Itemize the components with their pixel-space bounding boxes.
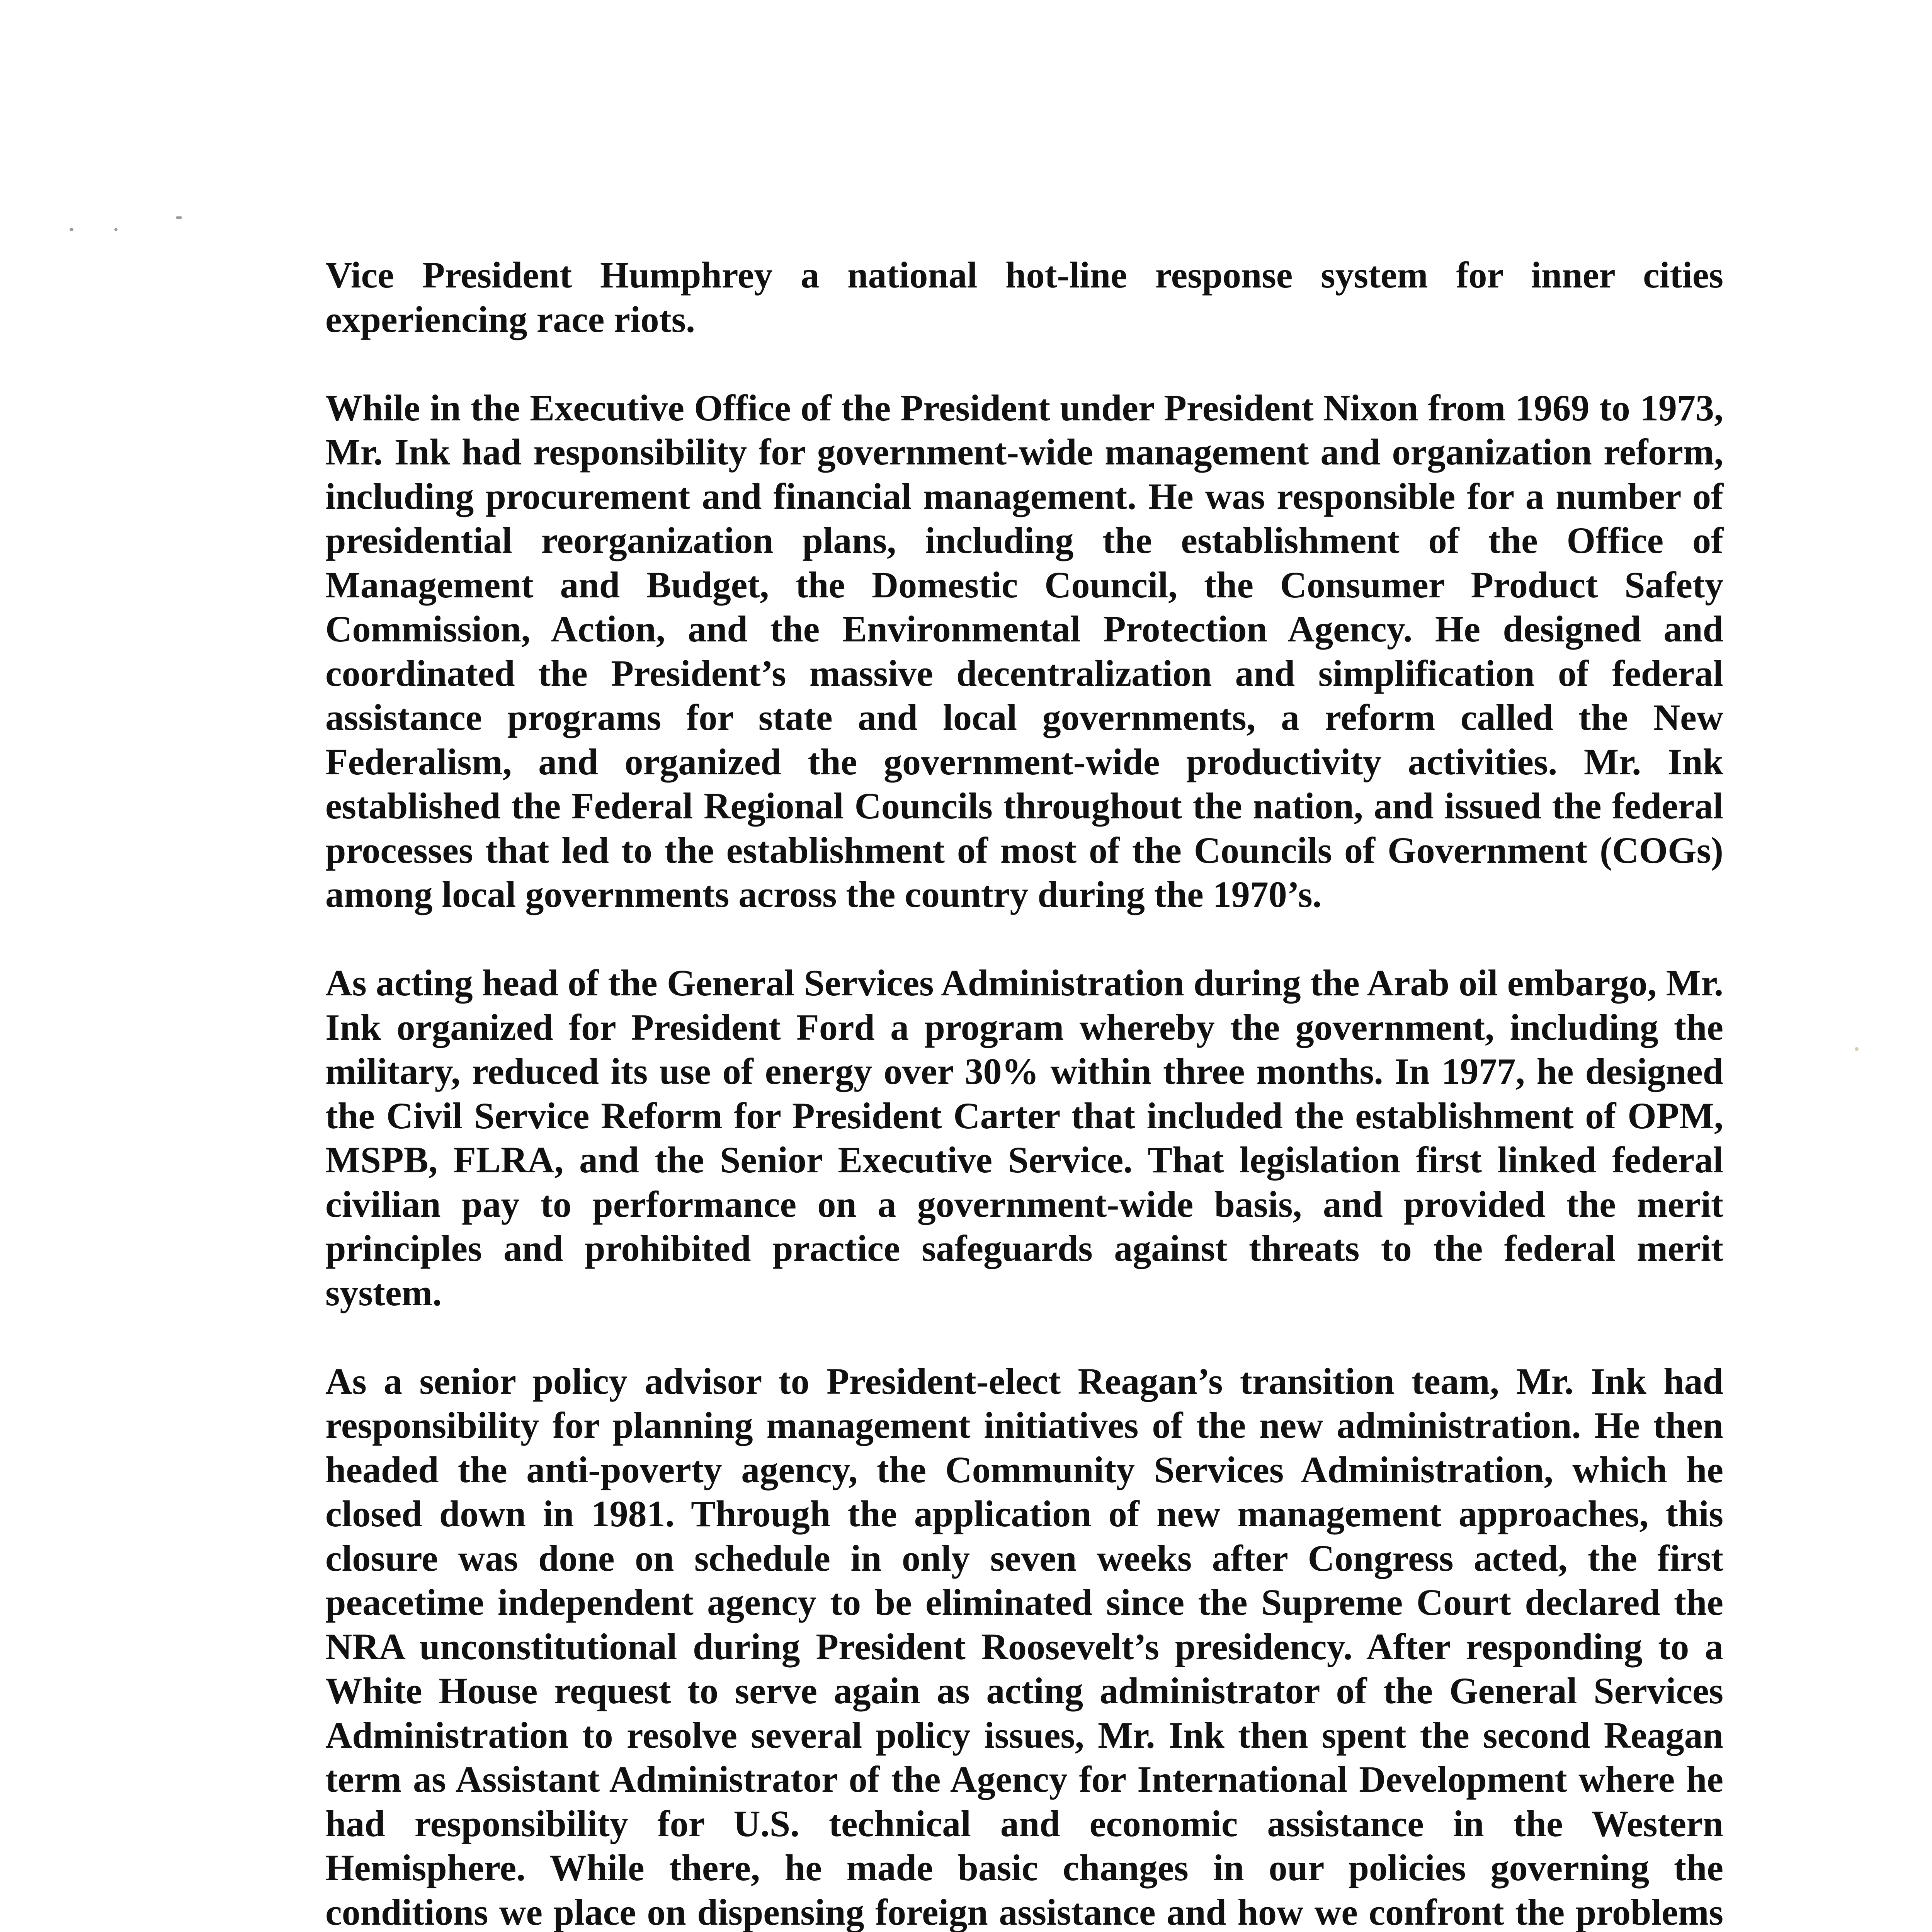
paragraph-reagan-transition: As a senior policy advisor to President-elect Reagan’s transition team, Mr. Ink had responsibility for planning management initiatives of the new administration. He then headed the anti-poverty agency, the Community Services Administration, which he closed down in 1981. Through the application of new management approaches, this closure was done on schedule in only seven weeks after Congress acted, the first peacetime independent agency to be eliminated since the Supreme Court declared the NRA unconstitutional during President Roosevelt’s presidency. After responding to a White House request to serve again as acting administrator of the General Services Administration to resolve several policy issues, Mr. Ink then spent the second Reagan term as Assistant Administrator of the Agency for International Development where he had responsibility for U.S. technical and economic assistance in the Western Hemisphere. While there, he made basic changes in our policies governing the conditions we place on dispensing foreign assistance and how we confront the problems: [325, 1360, 1723, 1932]
scan-speck: [114, 228, 117, 231]
document-body: [325, 253, 1723, 1932]
paragraph-gsa-civil-service-reform: As acting head of the General Services Administration during the Arab oil embargo, Mr. Ink organized for President Ford a program whereby the government, including the military, reduced its use of energy over 30% within three months. In 1977, he designed the Civil Service Reform for President Carter that included the establishment of OPM, MSPB, FLRA, and the Senior Executive Service. That legislation first linked federal civilian pay to performance on a government-wide basis, and provided the merit principles and prohibited practice safeguards against threats to the federal merit system.: [325, 962, 1723, 1313]
paragraph-nixon-executive-office: While in the Executive Office of the President under President Nixon from 1969 to 1973, Mr. Ink had responsibility for government-wide management and organization reform, including procurement and financial management. He was responsible for a number of presidential reorganization plans, including the establishment of the Office of Management and Budget, the Domestic Council, the Consumer Product Safety Commission, Action, and the Environmental Protection Agency. He designed and coordinated the President’s massive decentralization and simplification of federal assistance programs for state and local governments, a reform called the New Federalism, and organized the government-wide productivity activities. Mr. Ink established the Federal Regional Councils throughout the nation, and issued the federal processes that led to the establishment of most of the Councils of Government (COGs) among local governments across the country during the 1970’s.: [325, 387, 1723, 915]
scan-speck: [176, 216, 182, 219]
paragraph-humphrey-hotline: Vice President Humphrey a national hot-line response system for inner cities experiencing race riots.: [325, 254, 1723, 340]
scan-speck: [70, 228, 73, 231]
scan-speck: [1855, 1047, 1859, 1051]
